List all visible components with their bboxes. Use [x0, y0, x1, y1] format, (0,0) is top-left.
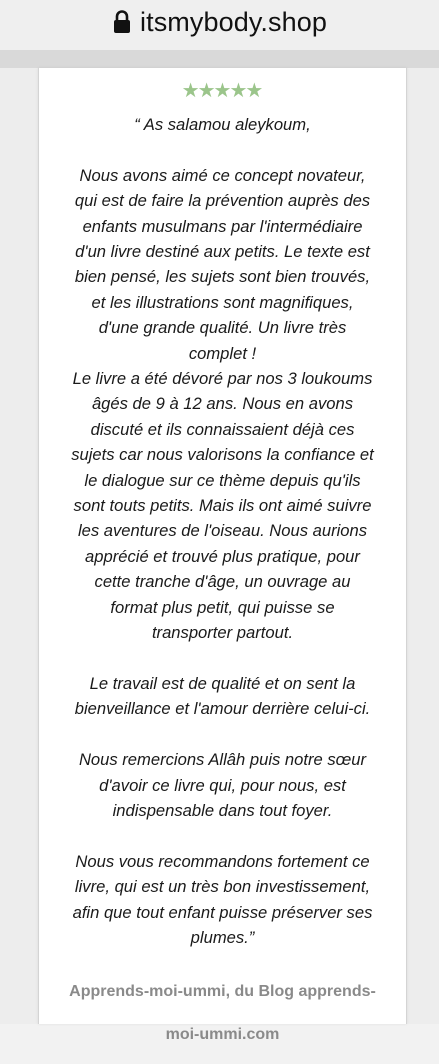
review-line: Nous vous recommandons fortement ce [75, 851, 370, 871]
review-paragraph-2 [39, 671, 406, 722]
review-line: discuté et ils connaissaient déjà ces [90, 419, 355, 439]
review-line: qui est de faire la prévention auprès des [74, 191, 371, 211]
address-bar-content[interactable] [112, 7, 327, 38]
review-line: apprécié et trouvé plus pratique, pour [85, 546, 360, 566]
review-paragraph-1 [39, 163, 406, 646]
review-line: Le travail est de qualité et on sent la [89, 673, 356, 693]
review-line: “ As salamou aleykoum, [134, 115, 311, 134]
review-line: d'avoir ce livre qui, pour nous, est [99, 775, 346, 795]
review-author [39, 962, 406, 1064]
review-line: et les illustrations sont magnifiques, [91, 292, 354, 312]
review-line: Nous avons aimé ce concept novateur, [79, 165, 366, 185]
star-icon: ★ [197, 80, 216, 102]
url-text[interactable]: itsmybody.shop [140, 6, 327, 37]
review-line: transporter partout. [151, 623, 294, 643]
star-icon: ★ [181, 80, 200, 102]
review-line: les aventures de l'oiseau. Nous aurions [77, 521, 368, 541]
toolbar-divider [0, 50, 439, 68]
review-line: Nous remercions Allâh puis notre sœur [78, 750, 367, 770]
review-line: d'une grande qualité. Un livre très [98, 318, 347, 338]
browser-address-bar[interactable] [0, 0, 439, 50]
review-paragraph-3 [39, 747, 406, 823]
star-icon: ★ [229, 80, 248, 102]
review-line: livre, qui est un très bon investissement, [74, 877, 371, 897]
review-text [39, 112, 406, 950]
review-line: Le livre a été dévoré par nos 3 loukoums [72, 369, 373, 389]
review-line: format plus petit, qui puisse se [110, 597, 335, 617]
star-icon: ★ [213, 80, 232, 102]
lock-icon [112, 9, 132, 35]
review-line: âgés de 9 à 12 ans. Nous en avons [91, 394, 354, 414]
review-line: cette tranche d'âge, un ouvrage au [94, 572, 351, 592]
review-line: complet ! [188, 343, 257, 363]
review-greeting [39, 112, 406, 137]
review-line: indispensable dans tout foyer. [112, 800, 333, 820]
review-line: sont touts petits. Mais ils ont aimé suivre [73, 496, 372, 516]
review-line: bienveillance et l'amour derrière celui-ci. [74, 699, 371, 719]
review-line: sujets car nous valorisons la confiance et [71, 445, 374, 465]
author-line: Apprends-moi-ummi, du Blog apprends- [69, 983, 376, 1000]
review-line: bien pensé, les sujets sont bien trouvés, [74, 267, 371, 287]
review-paragraph-4 [39, 849, 406, 951]
review-line: le dialogue sur ce thème depuis qu'ils [84, 470, 361, 490]
star-icon: ★ [245, 80, 264, 102]
page-background [0, 68, 439, 1043]
review-line: enfants musulmans par l'intermédiaire [82, 216, 363, 236]
review-line: afin que tout enfant puisse préserver ses [72, 902, 373, 922]
review-card [38, 68, 407, 1043]
star-rating [39, 80, 406, 102]
review-line: d'un livre destiné aux petits. Le texte est [75, 242, 370, 262]
author-line: moi-ummi.com [165, 1026, 280, 1043]
review-line: plumes.” [190, 927, 255, 947]
